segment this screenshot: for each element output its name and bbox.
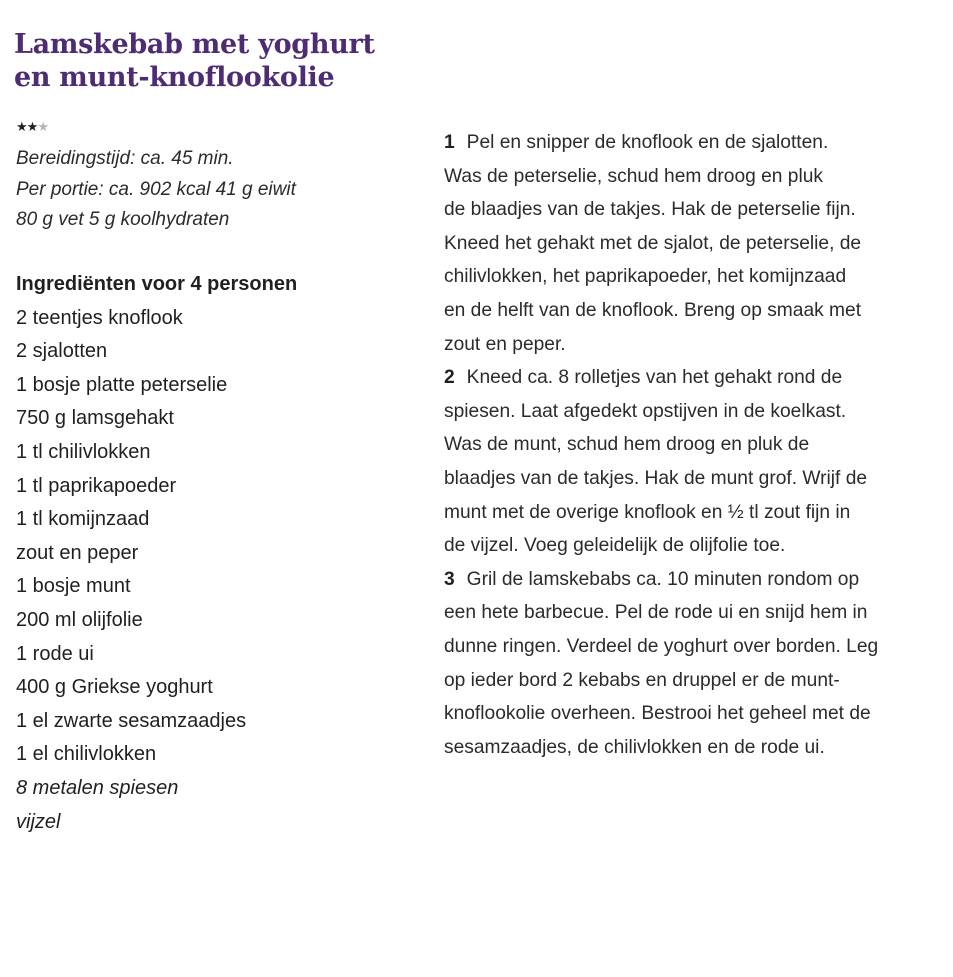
recipe-title [14, 28, 375, 94]
ingredient-item: 1 el zwarte sesamzaadjes [16, 709, 247, 732]
ingredients-heading: Ingrediënten voor 4 personen [16, 273, 298, 295]
step-text: blaadjes van de takjes. Hak de munt grof. Wrijf de [444, 467, 868, 489]
step-line [444, 563, 939, 597]
ingredient-item: 1 bosje munt [16, 575, 131, 598]
recipe-title-line: en munt-knoflookolie [14, 62, 335, 93]
recipe-title-line: Lamskebab met yoghurt [14, 29, 375, 60]
step-text: op ieder bord 2 kebabs en druppel er de munt- [444, 669, 840, 691]
nutrition-per-portion: Per portie: ca. 902 kcal 41 g eiwit [16, 178, 296, 200]
ingredient-item: 1 tl komijnzaad [16, 508, 150, 531]
step-number: 2 [444, 367, 455, 389]
step-text: Kneed het gehakt met de sjalot, de peterselie, de [444, 232, 862, 254]
equipment-item: vijzel [16, 810, 61, 833]
step-line [444, 126, 939, 160]
step-text: chilivlokken, het paprikapoeder, het komijnzaad [444, 266, 847, 288]
step-line [444, 361, 939, 395]
equipment-item: 8 metalen spiesen [16, 776, 179, 799]
preparation-steps [444, 126, 939, 764]
ingredients-list [16, 302, 297, 840]
empty-star-icon: ★ [37, 120, 48, 135]
difficulty-rating [16, 120, 48, 136]
ingredient-item: 2 sjalotten [16, 340, 108, 363]
step-text: dunne ringen. Verdeel de yoghurt over borden. Leg [444, 635, 879, 657]
step-text: en de helft van de knoflook. Breng op smaak met [444, 299, 862, 321]
step-text: Was de peterselie, schud hem droog en pluk [444, 165, 823, 187]
step-text: munt met de overige knoflook en ½ tl zout fijn in [444, 501, 851, 523]
step-text: sesamzaadjes, de chilivlokken en de rode ui. [444, 736, 825, 758]
ingredient-item: 1 rode ui [16, 642, 94, 665]
step-text: Was de munt, schud hem droog en pluk de [444, 434, 810, 456]
step-number: 3 [444, 568, 455, 590]
step-text: de blaadjes van de takjes. Hak de peterselie fijn. [444, 199, 856, 221]
ingredient-item: 200 ml olijfolie [16, 608, 143, 631]
ingredient-item: zout en peper [16, 541, 139, 564]
step-text: Pel en snipper de knoflook en de sjalotten. [466, 132, 829, 153]
ingredient-item: 1 tl chilivlokken [16, 440, 151, 463]
filled-star-icon: ★★ [16, 120, 38, 135]
step-text: zout en peper. [444, 333, 566, 355]
ingredient-item: 1 bosje platte peterselie [16, 373, 228, 396]
step-text: knoflookolie overheen. Bestrooi het geheel met de [444, 703, 871, 725]
step-number: 1 [444, 132, 455, 153]
step-text: een hete barbecue. Pel de rode ui en snijd hem in [444, 602, 868, 624]
step-text: Kneed ca. 8 rolletjes van het gehakt rond de [466, 367, 843, 389]
ingredient-item: 400 g Griekse yoghurt [16, 676, 213, 699]
step-text: spiesen. Laat afgedekt opstijven in de koelkast. [444, 400, 847, 422]
step-text: Gril de lamskebabs ca. 10 minuten rondom op [466, 568, 860, 590]
nutrition-fat-carbs: 80 g vet 5 g koolhydraten [16, 209, 230, 230]
step-text: de vijzel. Voeg geleidelijk de olijfolie toe. [444, 535, 786, 557]
ingredient-item: 1 el chilivlokken [16, 743, 157, 766]
step-2 [444, 361, 939, 563]
ingredient-item: 1 tl paprikapoeder [16, 474, 177, 497]
ingredient-item: 750 g lamsgehakt [16, 407, 174, 430]
preparation-time: Bereidingstijd: ca. 45 min. [16, 148, 234, 169]
step-1 [444, 126, 939, 361]
recipe-meta [16, 144, 296, 236]
ingredients-section [16, 268, 297, 839]
ingredient-item: 2 teentjes knoflook [16, 306, 183, 329]
step-3 [444, 563, 939, 765]
